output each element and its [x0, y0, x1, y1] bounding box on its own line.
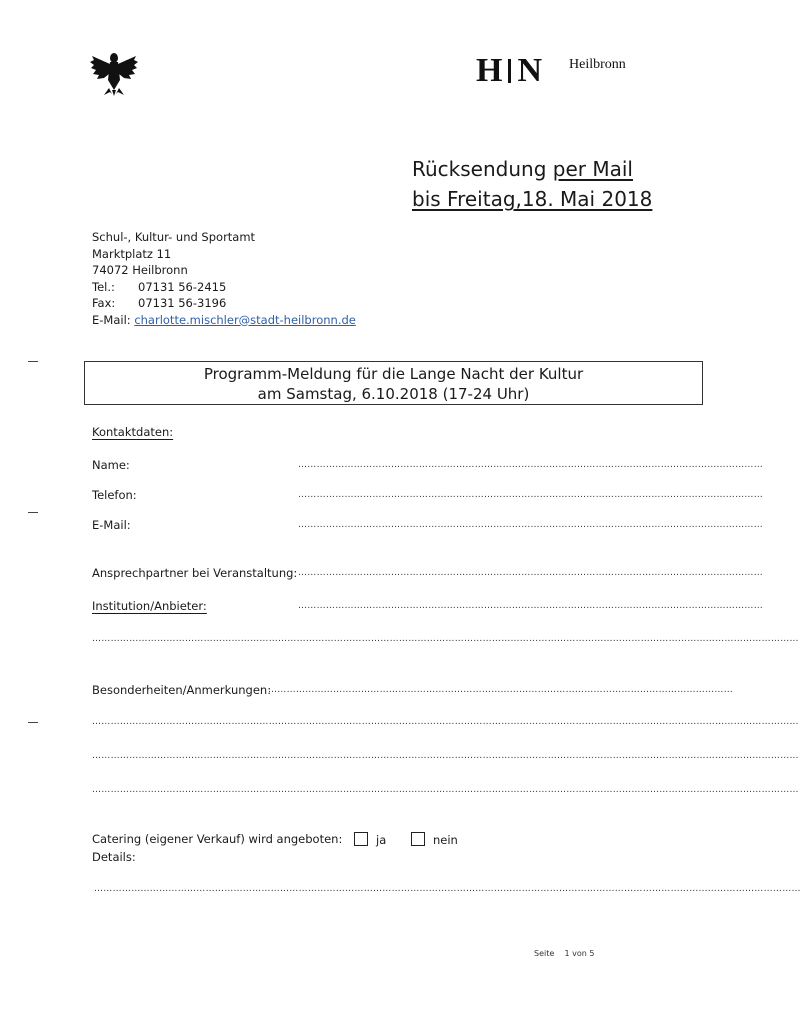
return-deadline: bis Freitag,18. Mai 2018 — [412, 187, 653, 211]
remarks-line4[interactable]: ………………………………………………………………………………………………………………………………………………………………………………………………………… — [92, 785, 799, 795]
form-title-line2: am Samstag, 6.10.2018 (17-24 Uhr) — [257, 385, 530, 403]
email-field[interactable]: …………………………………………………………………………………………………………………………………… — [298, 520, 763, 530]
address-department: Schul-, Kultur- und Sportamt — [92, 230, 256, 244]
email-link[interactable]: charlotte.mischler@stadt-heilbronn.de — [134, 312, 356, 327]
institution-field-line2[interactable]: ………………………………………………………………………………………………………………………………………………………………………………………………………… — [92, 634, 799, 644]
details-label: Details: — [92, 850, 136, 864]
fax-label: Fax: — [92, 296, 116, 310]
name-label: Name: — [92, 458, 130, 472]
catering-no-checkbox[interactable] — [411, 832, 425, 846]
email-label: E-Mail: — [92, 312, 131, 327]
catering-no-option[interactable] — [411, 832, 458, 849]
fold-mark-top — [28, 361, 38, 362]
phone-label: Telefon: — [92, 488, 137, 502]
phone-value: 07131 56-2415 — [138, 279, 227, 294]
address-city: 74072 Heilbronn — [92, 263, 188, 277]
fold-mark-middle — [28, 512, 38, 513]
contact-person-label: Ansprechpartner bei Veranstaltung: — [92, 566, 298, 580]
return-method: per Mail — [552, 157, 633, 181]
remarks-line2[interactable]: ………………………………………………………………………………………………………………………………………………………………………………………………………… — [92, 717, 799, 727]
logo-letter-right: N — [517, 52, 544, 89]
form-title-box — [84, 361, 703, 405]
address-street: Marktplatz 11 — [92, 246, 172, 261]
institution-label: Institution/Anbieter: — [92, 599, 207, 613]
catering-yes-label: ja — [376, 833, 387, 847]
fax-value: 07131 56-3196 — [138, 296, 227, 310]
name-field[interactable]: …………………………………………………………………………………………………………………………………… — [298, 460, 763, 470]
phone-field[interactable]: …………………………………………………………………………………………………………………………………… — [298, 490, 763, 500]
eagle-coat-of-arms-icon — [90, 50, 138, 96]
return-notice — [412, 154, 652, 214]
remarks-line3[interactable]: ………………………………………………………………………………………………………………………………………………………………………………………………………… — [92, 751, 799, 761]
address-fax — [92, 295, 356, 312]
logo-divider — [508, 59, 511, 83]
remarks-field[interactable]: …………………………………………………………………………………………………………………………………… — [268, 685, 733, 695]
address-block — [92, 229, 356, 328]
return-notice-line1 — [412, 154, 652, 184]
page-value: 1 von 5 — [564, 949, 595, 958]
logo-city-name: Heilbronn — [569, 57, 626, 72]
catering-yes-checkbox[interactable] — [354, 832, 368, 846]
page-label: Seite — [534, 949, 555, 958]
page-number — [534, 949, 594, 958]
form-title-line1: Programm-Meldung für die Lange Nacht der Kultur — [203, 365, 584, 383]
remarks-label: Besonderheiten/Anmerkungen: — [92, 683, 272, 697]
address-email — [92, 312, 356, 329]
hn-logo — [476, 52, 543, 90]
punch-mark — [28, 722, 38, 723]
institution-field[interactable]: …………………………………………………………………………………………………………………………………… — [298, 601, 763, 611]
catering-yes-option[interactable] — [354, 832, 386, 849]
contact-section-heading: Kontaktdaten: — [92, 425, 174, 439]
phone-label: Tel.: — [92, 279, 115, 294]
logo-letter-left: H — [476, 52, 504, 89]
details-field[interactable]: ………………………………………………………………………………………………………………………………………………………………………………………………………… — [94, 884, 801, 894]
email-field-label: E-Mail: — [92, 518, 131, 532]
catering-label: Catering (eigener Verkauf) wird angeboten: — [92, 832, 343, 846]
address-phone — [92, 279, 356, 296]
return-prefix: Rücksendung — [412, 157, 553, 181]
contact-person-field[interactable]: …………………………………………………………………………………………………………………………………… — [298, 568, 763, 578]
catering-no-label: nein — [433, 833, 458, 847]
